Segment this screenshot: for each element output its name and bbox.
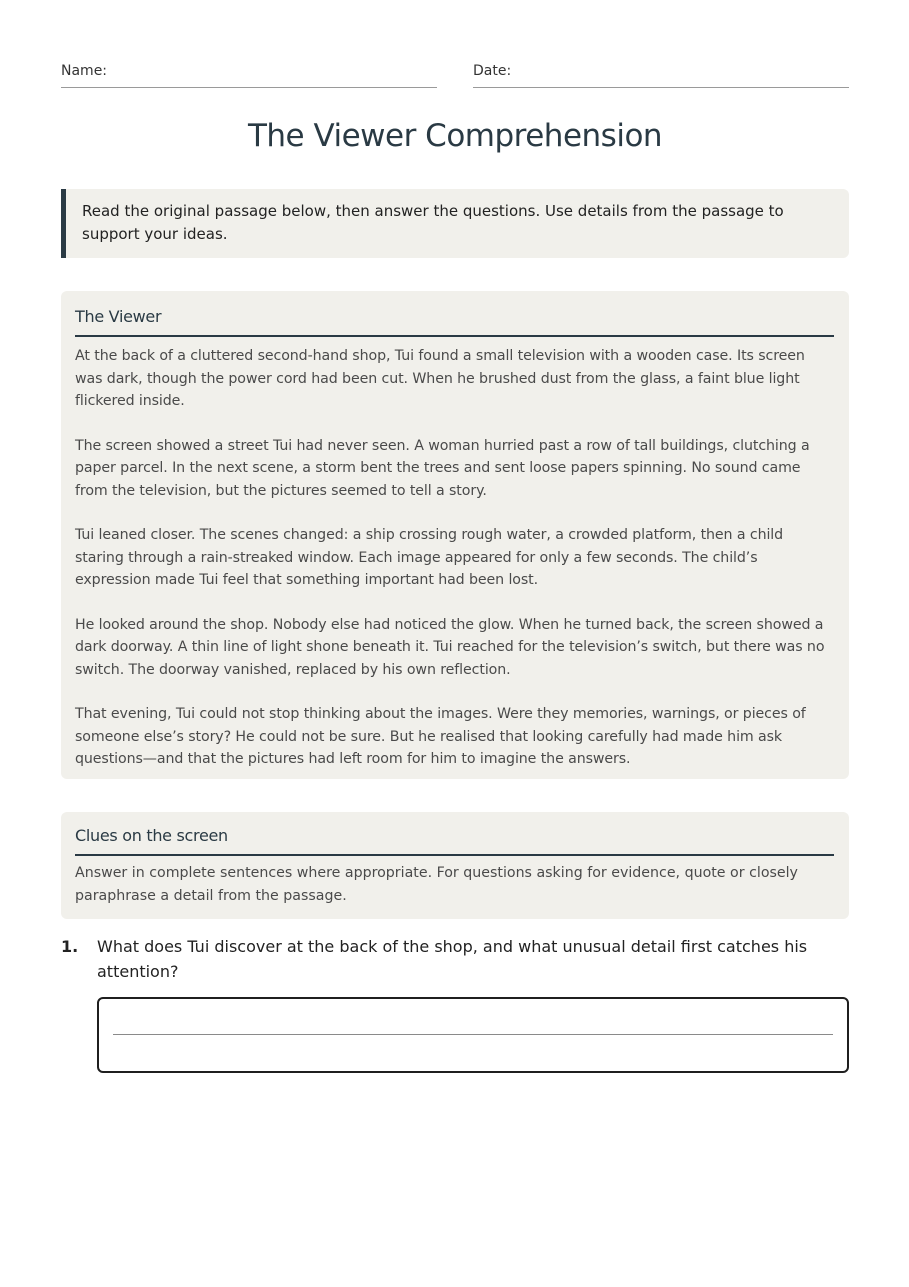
date-label: Date: bbox=[473, 63, 512, 79]
passage-paragraph: Tui leaned closer. The scenes changed: a ship crossing rough water, a crowded platform, then a child staring through a rain-streaked window. Each image appeared for only a few seconds. The child’s expression made Tui feel that something important had been lost. bbox=[75, 527, 784, 588]
answer-box[interactable] bbox=[97, 997, 849, 1073]
passage-paragraph: He looked around the shop. Nobody else had noticed the glow. When he turned back, the screen showed a dark doorway. A thin line of light shone beneath it. Tui reached for the television’s switch, but there was no switch. The doorway vanished, replaced by his own reflection. bbox=[75, 616, 825, 678]
answer-line bbox=[113, 1034, 833, 1035]
page-title: The Viewer Comprehension bbox=[247, 118, 663, 154]
name-field[interactable] bbox=[61, 60, 437, 88]
passage-paragraph: At the back of a cluttered second-hand shop, Tui found a small television with a wooden case. Its screen was dark, though the power cord had been cut. When he brushed dust from the glass, a faint blue light flickered inside. bbox=[75, 348, 805, 409]
clues-heading: Clues on the screen bbox=[75, 824, 834, 856]
passage-paragraph: The screen showed a street Tui had never seen. A woman hurried past a row of tall buildings, clutching a paper parcel. In the next scene, a storm bent the trees and sent loose papers spinning. No sound came from the television, but the pictures seemed to tell a story. bbox=[75, 437, 810, 499]
passage-heading: The Viewer bbox=[75, 305, 834, 337]
passage-paragraph: That evening, Tui could not stop thinking about the images. Were they memories, warnings, or pieces of someone else’s story? He could not be sure. But he realised that looking carefully had made him ask questions—and that the pictures had left room for him to imagine the answers. bbox=[75, 706, 806, 767]
question-text: What does Tui discover at the back of the shop, and what unusual detail first catches his attention? bbox=[97, 937, 808, 981]
header-fields bbox=[61, 60, 849, 88]
passage-box bbox=[61, 291, 849, 779]
clues-instructions: Answer in complete sentences where appropriate. For questions asking for evidence, quote or closely paraphrase a detail from the passage. bbox=[75, 865, 798, 904]
name-label: Name: bbox=[61, 63, 108, 79]
date-field[interactable] bbox=[473, 60, 849, 88]
question-number: 1. bbox=[61, 937, 79, 956]
instructions-box: Read the original passage below, then answer the questions. Use details from the passage to support your ideas. bbox=[61, 189, 849, 258]
clues-box bbox=[61, 812, 849, 919]
